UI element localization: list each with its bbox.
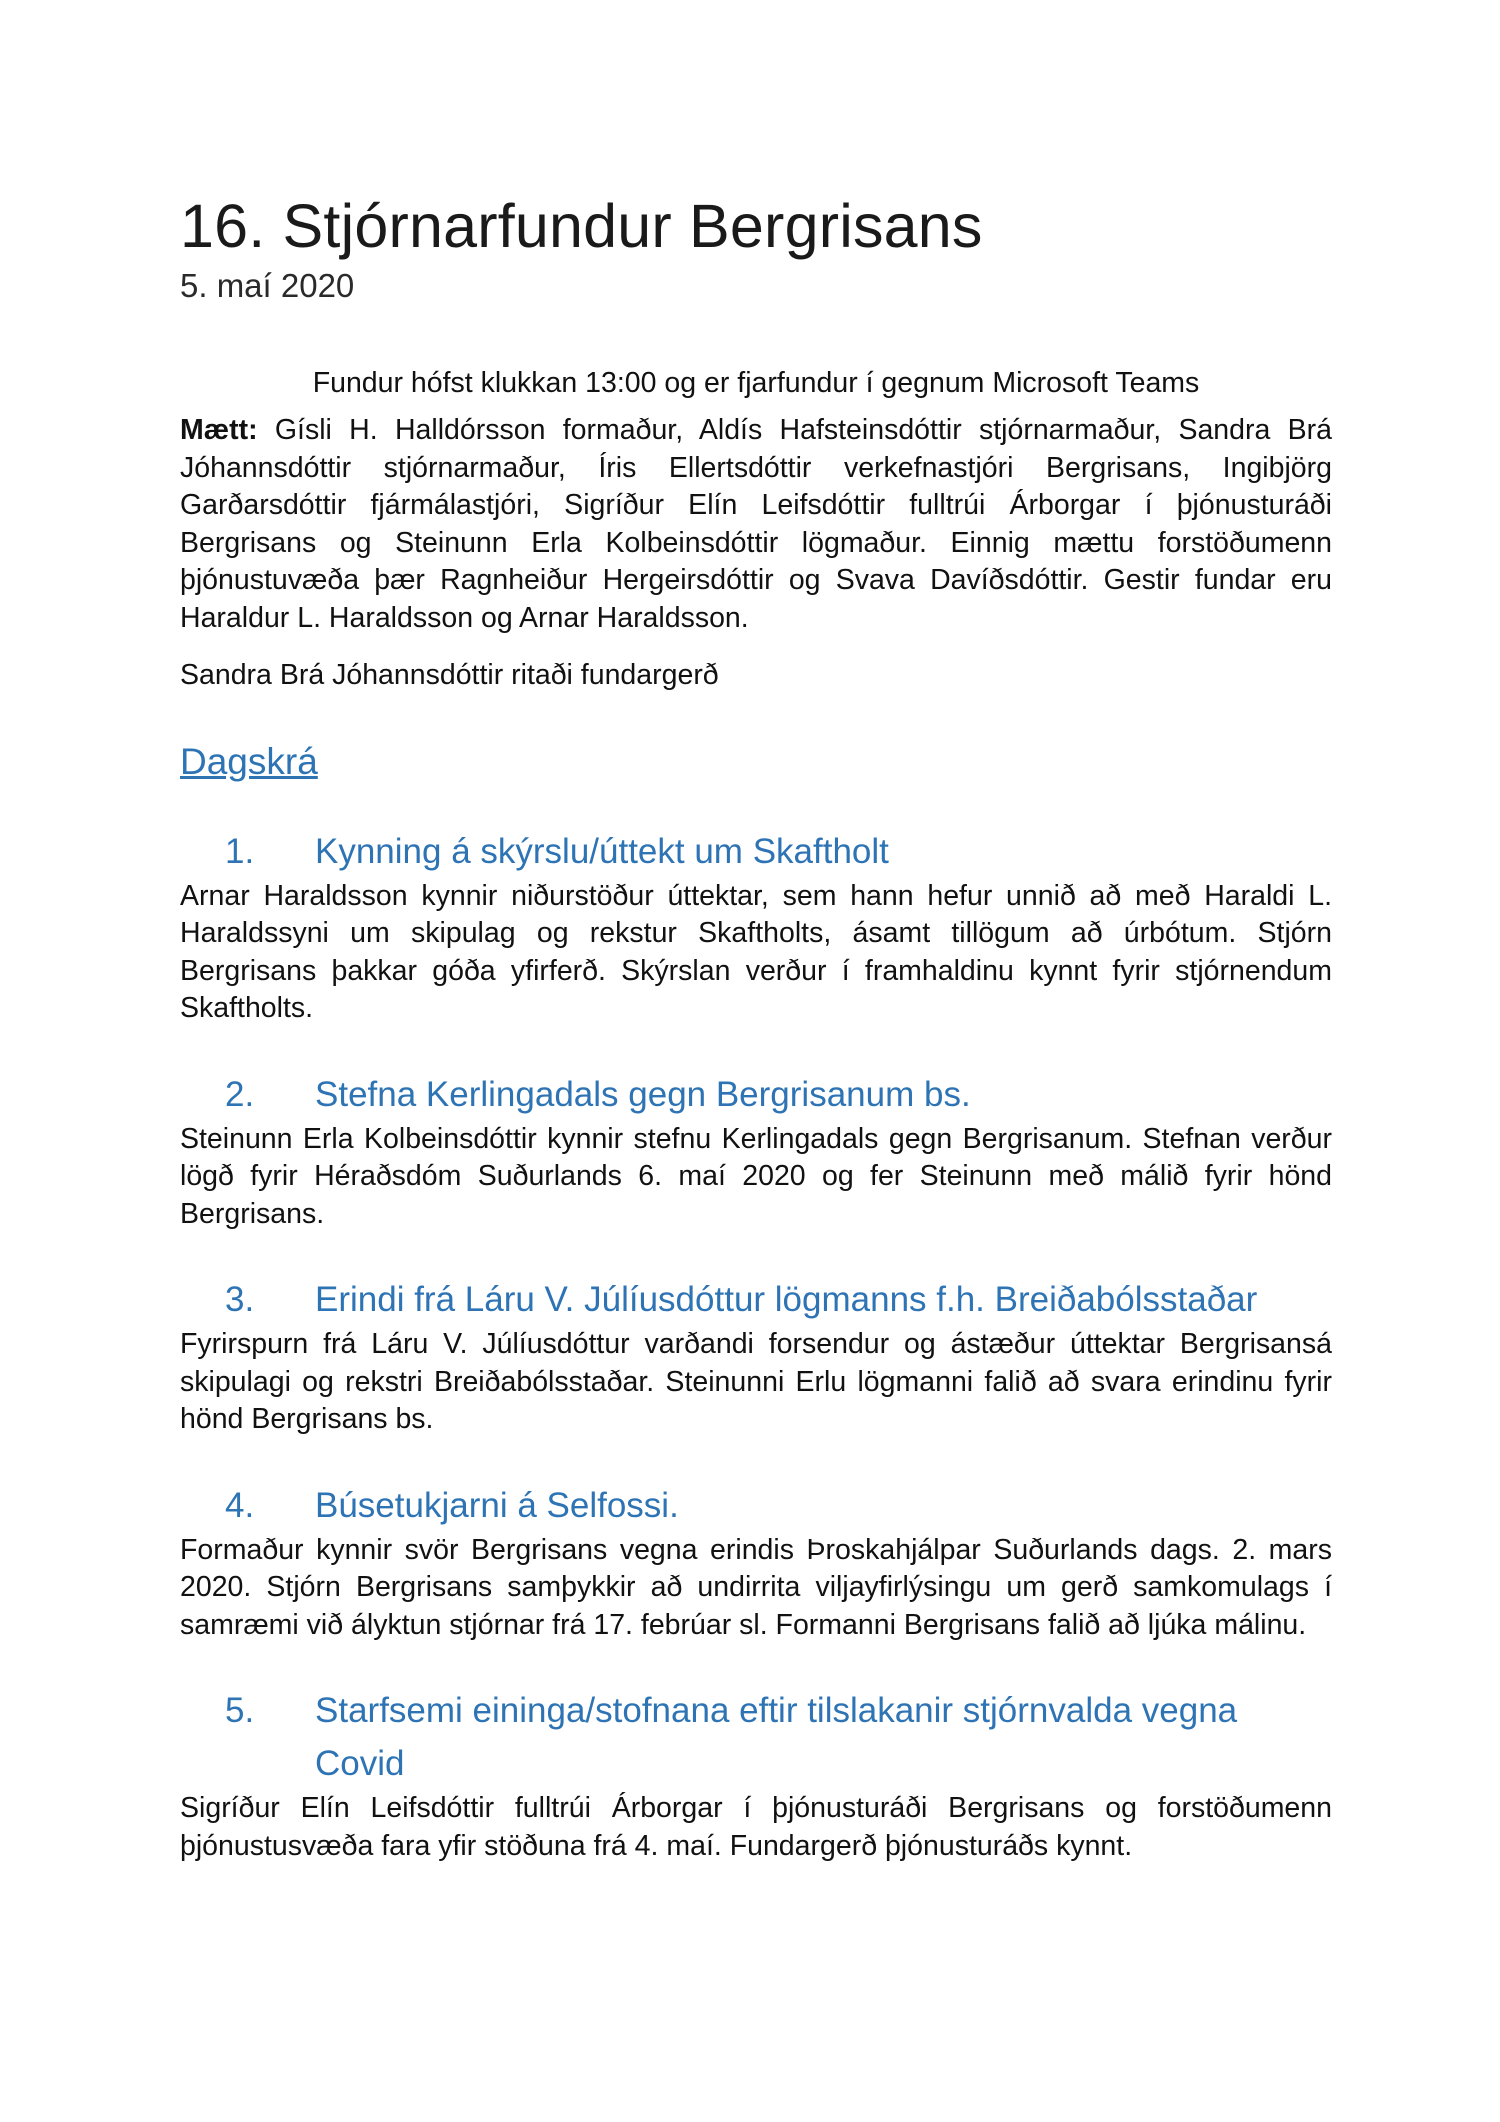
agenda-item-number: 5. — [225, 1691, 255, 1730]
agenda-item-heading — [180, 1273, 1332, 1326]
agenda-item-title: Búsetukjarni á Selfossi. — [315, 1485, 679, 1525]
attendance-text: Gísli H. Halldórsson formaður, Aldís Hafsteinsdóttir stjórnarmaður, Sandra Brá Jóhannsdóttir stjórnarmaður, Íris Ellertsdóttir verkefnastjóri Bergrisans, Ingibjörg Garðarsdóttir fjármálastjóri, Sigríður Elín Leifsdóttir fulltrúi Árborgar í þjónusturáði Bergrisans og Steinunn Erla Kolbeinsdóttir lögmaður. Einnig mættu forstöðumenn þjónustuvæða þær Ragnheiður Hergeirsdóttir og Svava Davíðsdóttir. Gestir fundar eru Haraldur L. Haraldsson og Arnar Haraldsson. — [180, 414, 1332, 634]
agenda-item — [180, 1068, 1332, 1234]
agenda-item-heading — [180, 1684, 1332, 1790]
agenda-item-title: Erindi frá Láru V. Júlíusdóttur lögmanns f.h. Breiðabólsstaðar — [315, 1280, 1258, 1319]
meeting-date: 5. maí 2020 — [180, 267, 355, 304]
agenda-item — [180, 1273, 1332, 1439]
agenda-heading: Dagskrá — [180, 740, 318, 782]
agenda-item-body: Steinunn Erla Kolbeinsdóttir kynnir stefnu Kerlingadals gegn Bergrisanum. Stefnan verður lögð fyrir Héraðsdóm Suðurlands 6. maí 2020 og fer Steinunn með málið fyrir hönd Bergrisans. — [180, 1122, 1332, 1230]
agenda-item-body: Formaður kynnir svör Bergrisans vegna erindis Þroskahjálpar Suðurlands dags. 2. mars 2020. Stjórn Bergrisans samþykkir að undirrita viljayfirlýsingu um gerð samkomulags í samræmi við ályktun stjórnar frá 17. febrúar sl. Formanni Bergrisans falið að ljúka málinu. — [180, 1533, 1332, 1641]
agenda-item-title: Kynning á skýrslu/úttekt um Skaftholt — [315, 831, 889, 871]
agenda-item — [180, 1479, 1332, 1645]
agenda-item — [180, 1684, 1332, 1865]
attendance-label: Mætt: — [180, 414, 258, 446]
agenda-item-heading — [180, 1068, 1332, 1121]
document-content — [180, 190, 1332, 1865]
agenda-item-title: Stefna Kerlingadals gegn Bergrisanum bs. — [315, 1074, 971, 1114]
meeting-intro: Fundur hófst klukkan 13:00 og er fjarfundur í gegnum Microsoft Teams — [312, 367, 1200, 399]
agenda-item-number: 2. — [225, 1074, 255, 1114]
agenda-item-body: Sigríður Elín Leifsdóttir fulltrúi Árborgar í þjónusturáði Bergrisans og forstöðumenn þjónustusvæða fara yfir stöðuna frá 4. maí. Fundargerð þjónusturáðs kynnt. — [180, 1792, 1332, 1862]
agenda-item-body: Arnar Haraldsson kynnir niðurstöður úttektar, sem hann hefur unnið að með Haraldi L. Haraldssyni um skipulag og rekstur Skaftholts, ásamt tillögum að úrbótum. Stjórn Bergrisans þakkar góða yfirferð. Skýrslan verður í framhaldinu kynnt fyrir stjórnendum Skaftholts. — [180, 879, 1332, 1024]
attendance-paragraph — [180, 412, 1332, 637]
document-title: 16. Stjórnarfundur Bergrisans — [180, 192, 983, 260]
agenda-item-number: 4. — [225, 1485, 255, 1525]
agenda-item-body: Fyrirspurn frá Láru V. Júlíusdóttur varðandi forsendur og ástæður úttektar Bergrisansá skipulagi og rekstri Breiðabólsstaðar. Steinunni Erlu lögmanni falið að svara erindinu fyrir hönd Bergrisans bs. — [180, 1328, 1332, 1435]
secretary-note: Sandra Brá Jóhannsdóttir ritaði fundargerð — [180, 659, 719, 691]
agenda-item-heading — [180, 825, 1332, 878]
agenda-item-number: 3. — [225, 1280, 255, 1319]
agenda-item — [180, 825, 1332, 1028]
agenda-item-heading — [180, 1479, 1332, 1532]
agenda-item-number: 1. — [225, 831, 255, 871]
agenda-item-title: Starfsemi eininga/stofnana eftir tilslakanir stjórnvalda vegna Covid — [315, 1691, 1238, 1783]
